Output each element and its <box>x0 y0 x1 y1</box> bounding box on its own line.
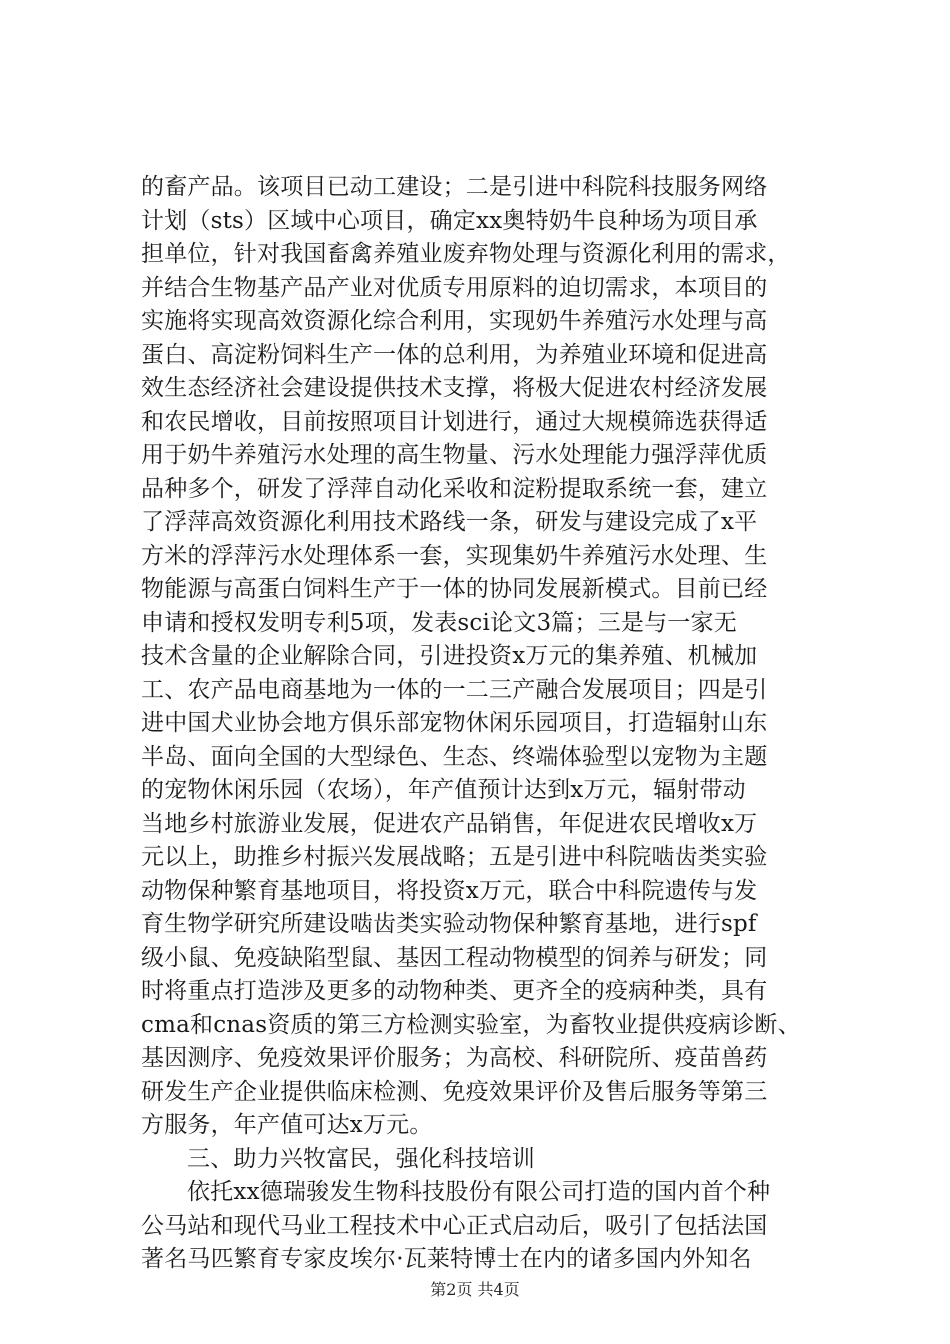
paragraph-line: 方服务，年产值可达x万元。 <box>141 1112 433 1138</box>
paragraph-line: 品种多个，研发了浮萍自动化采收和淀粉提取系统一套，建立 <box>141 475 768 502</box>
paragraph-line: 进中国犬业协会地方俱乐部宠物休闲乐园项目，打造辐射山东 <box>141 710 768 736</box>
paragraph-line: 基因测序、免疫效果评价服务；为高校、科研院所、疫苗兽药 <box>141 1045 768 1071</box>
paragraph-line: 技术含量的企业解除合同，引进投资x万元的集养殖、机械加 <box>141 643 758 669</box>
paragraph-line: 了浮萍高效资源化利用技术路线一条，研发与建设完成了x平 <box>141 509 758 535</box>
paragraph-line: 研发生产企业提供临床检测、免疫效果评价及售后服务等第三 <box>141 1078 768 1105</box>
page-footer: 第2页 共4页 <box>430 1280 520 1299</box>
paragraph-line: 半岛、面向全国的大型绿色、生态、终端体验型以宠物为主题 <box>141 743 768 770</box>
paragraph-line: 担单位，针对我国畜禽养殖业废弃物处理与资源化利用的需求， <box>141 241 791 267</box>
paragraph-line: 当地乡村旅游业发展，促进农产品销售，年促进农民增收x万 <box>141 810 758 837</box>
paragraph-line: 实施将实现高效资源化综合利用，实现奶牛养殖污水处理与高 <box>141 308 768 334</box>
paragraph-line: 育生物学研究所建设啮齿类实验动物保种繁育基地，进行spf <box>141 911 757 937</box>
paragraph-line: 公马站和现代马业工程技术中心正式启动后，吸引了包括法国 <box>141 1212 768 1239</box>
paragraph-line: 和农民增收，目前按照项目计划进行，通过大规模筛选获得适 <box>141 408 768 435</box>
paragraph-line: 申请和授权发明专利5项，发表sci论文3篇；三是与一家无 <box>141 609 737 636</box>
paragraph-line: 物能源与高蛋白饲料生产于一体的协同发展新模式。目前已经 <box>141 576 768 602</box>
paragraph-line: 用于奶牛养殖污水处理的高生物量、污水处理能力强浮萍优质 <box>141 442 768 468</box>
paragraph-line: 时将重点打造涉及更多的动物种类、更齐全的疫病种类，具有 <box>141 978 768 1004</box>
paragraph-line: 的畜产品。该项目已动工建设；二是引进中科院科技服务网络 <box>141 174 768 200</box>
paragraph-line-indented: 依托xx德瑞骏发生物科技股份有限公司打造的国内首个种 <box>187 1179 771 1205</box>
paragraph-line: 级小鼠、免疫缺陷型鼠、基因工程动物模型的饲养与研发；同 <box>141 944 768 971</box>
paragraph-line-indented: 三、助力兴牧富民，强化科技培训 <box>187 1145 535 1172</box>
paragraph-line: 著名马匹繁育专家皮埃尔·瓦莱特博士在内的诸多国内外知名 <box>141 1246 752 1272</box>
document-body <box>141 171 841 1277</box>
paragraph-line: 计划（sts）区域中心项目，确定xx奥特奶牛良种场为项目承 <box>141 207 758 234</box>
paragraph-line: 方米的浮萍污水处理体系一套，实现集奶牛养殖污水处理、生 <box>141 542 768 569</box>
paragraph-line: 工、农产品电商基地为一体的一二三产融合发展项目；四是引 <box>141 676 768 703</box>
paragraph-line: 的宠物休闲乐园（农场），年产值预计达到x万元，辐射带动 <box>141 777 746 803</box>
paragraph-line: cma和cnas资质的第三方检测实验室，为畜牧业提供疫病诊断、 <box>141 1011 801 1038</box>
paragraph-line: 并结合生物基产品产业对优质专用原料的迫切需求，本项目的 <box>141 274 768 301</box>
paragraph-line: 元以上，助推乡村振兴发展战略；五是引进中科院啮齿类实验 <box>141 844 768 870</box>
paragraph-line: 效生态经济社会建设提供技术支撑，将极大促进农村经济发展 <box>141 375 768 401</box>
paragraph-line: 动物保种繁育基地项目，将投资x万元，联合中科院遗传与发 <box>141 877 758 904</box>
paragraph-line: 蛋白、高淀粉饲料生产一体的总利用，为养殖业环境和促进高 <box>141 341 768 368</box>
